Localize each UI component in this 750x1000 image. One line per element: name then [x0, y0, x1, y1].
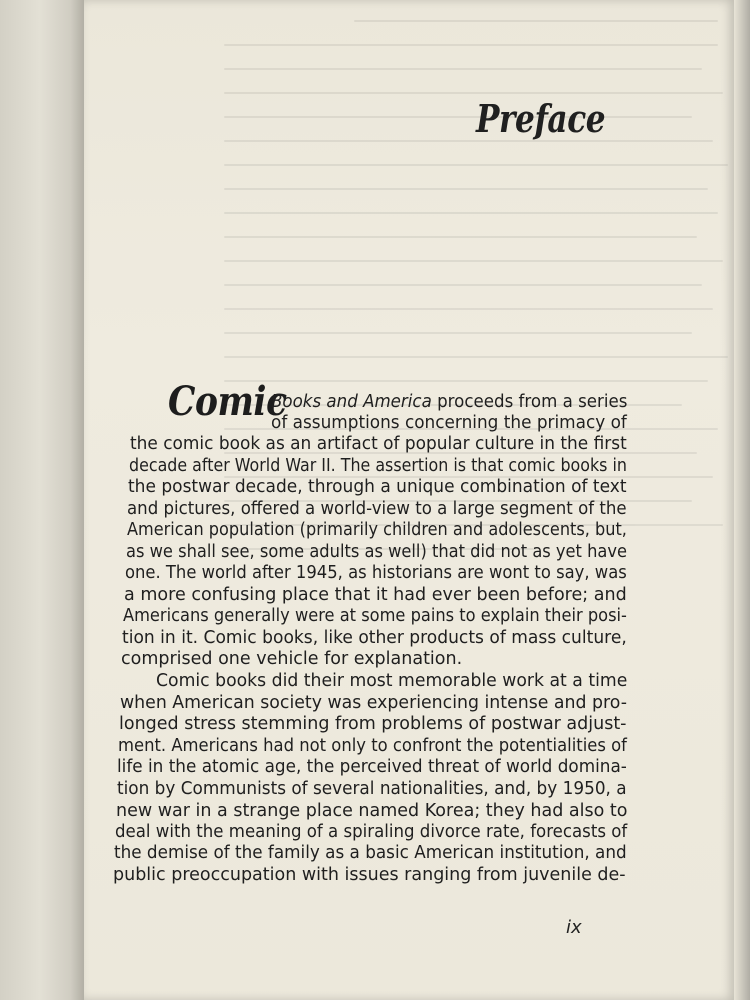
- text-line-22: the demise of the family as a basic American institution, and: [114, 843, 627, 863]
- text-line-6: and pictures, offered a world-view to a large segment of the: [127, 499, 627, 519]
- text-line-11: Americans generally were at some pains to explain their posi-: [123, 606, 627, 626]
- text-line-19: tion by Communists of several nationalities, and, by 1950, a: [117, 779, 627, 799]
- page-shadow: [734, 0, 750, 1000]
- text-line-1: [271, 392, 627, 412]
- text-line-2: of assumptions concerning the primacy of: [271, 413, 627, 433]
- text-line-17: ment. Americans had not only to confront the potentialities of: [118, 736, 627, 756]
- text-line-13: comprised one vehicle for explanation.: [121, 649, 463, 669]
- text-line-21: deal with the meaning of a spiraling divorce rate, forecasts of: [115, 822, 628, 842]
- text-line-3: the comic book as an artifact of popular culture in the first: [130, 434, 627, 454]
- text-line-23: public preoccupation with issues ranging from juvenile de-: [113, 865, 626, 885]
- text-line-7: American population (primarily children and adolescents, but,: [127, 520, 627, 540]
- text-line-16: longed stress stemming from problems of postwar adjust-: [119, 714, 627, 734]
- first-line-rest: proceeds from a series: [431, 392, 628, 412]
- book-title-italic: Books and America: [271, 392, 432, 412]
- text-line-15: when American society was experiencing intense and pro-: [120, 693, 627, 713]
- facing-page-edge: [0, 0, 88, 1000]
- text-line-4: decade after World War II. The assertion is that comic books in: [129, 456, 627, 476]
- text-line-12: tion in it. Comic books, like other products of mass culture,: [122, 628, 627, 648]
- text-line-14: Comic books did their most memorable work at a time: [156, 671, 628, 691]
- text-line-5: the postwar decade, through a unique combination of text: [128, 477, 627, 497]
- text-line-9: one. The world after 1945, as historians are wont to say, was: [125, 563, 627, 583]
- text-line-20: new war in a strange place named Korea; they had also to: [116, 801, 628, 821]
- chapter-title: Preface: [476, 96, 606, 141]
- text-line-10: a more confusing place that it had ever been before; and: [124, 585, 627, 605]
- text-line-8: as we shall see, some adults as well) that did not as yet have: [126, 542, 628, 562]
- text-line-18: life in the atomic age, the perceived threat of world domina-: [117, 757, 627, 777]
- drop-cap-word: Comic: [168, 378, 287, 425]
- page-number: ix: [566, 917, 582, 938]
